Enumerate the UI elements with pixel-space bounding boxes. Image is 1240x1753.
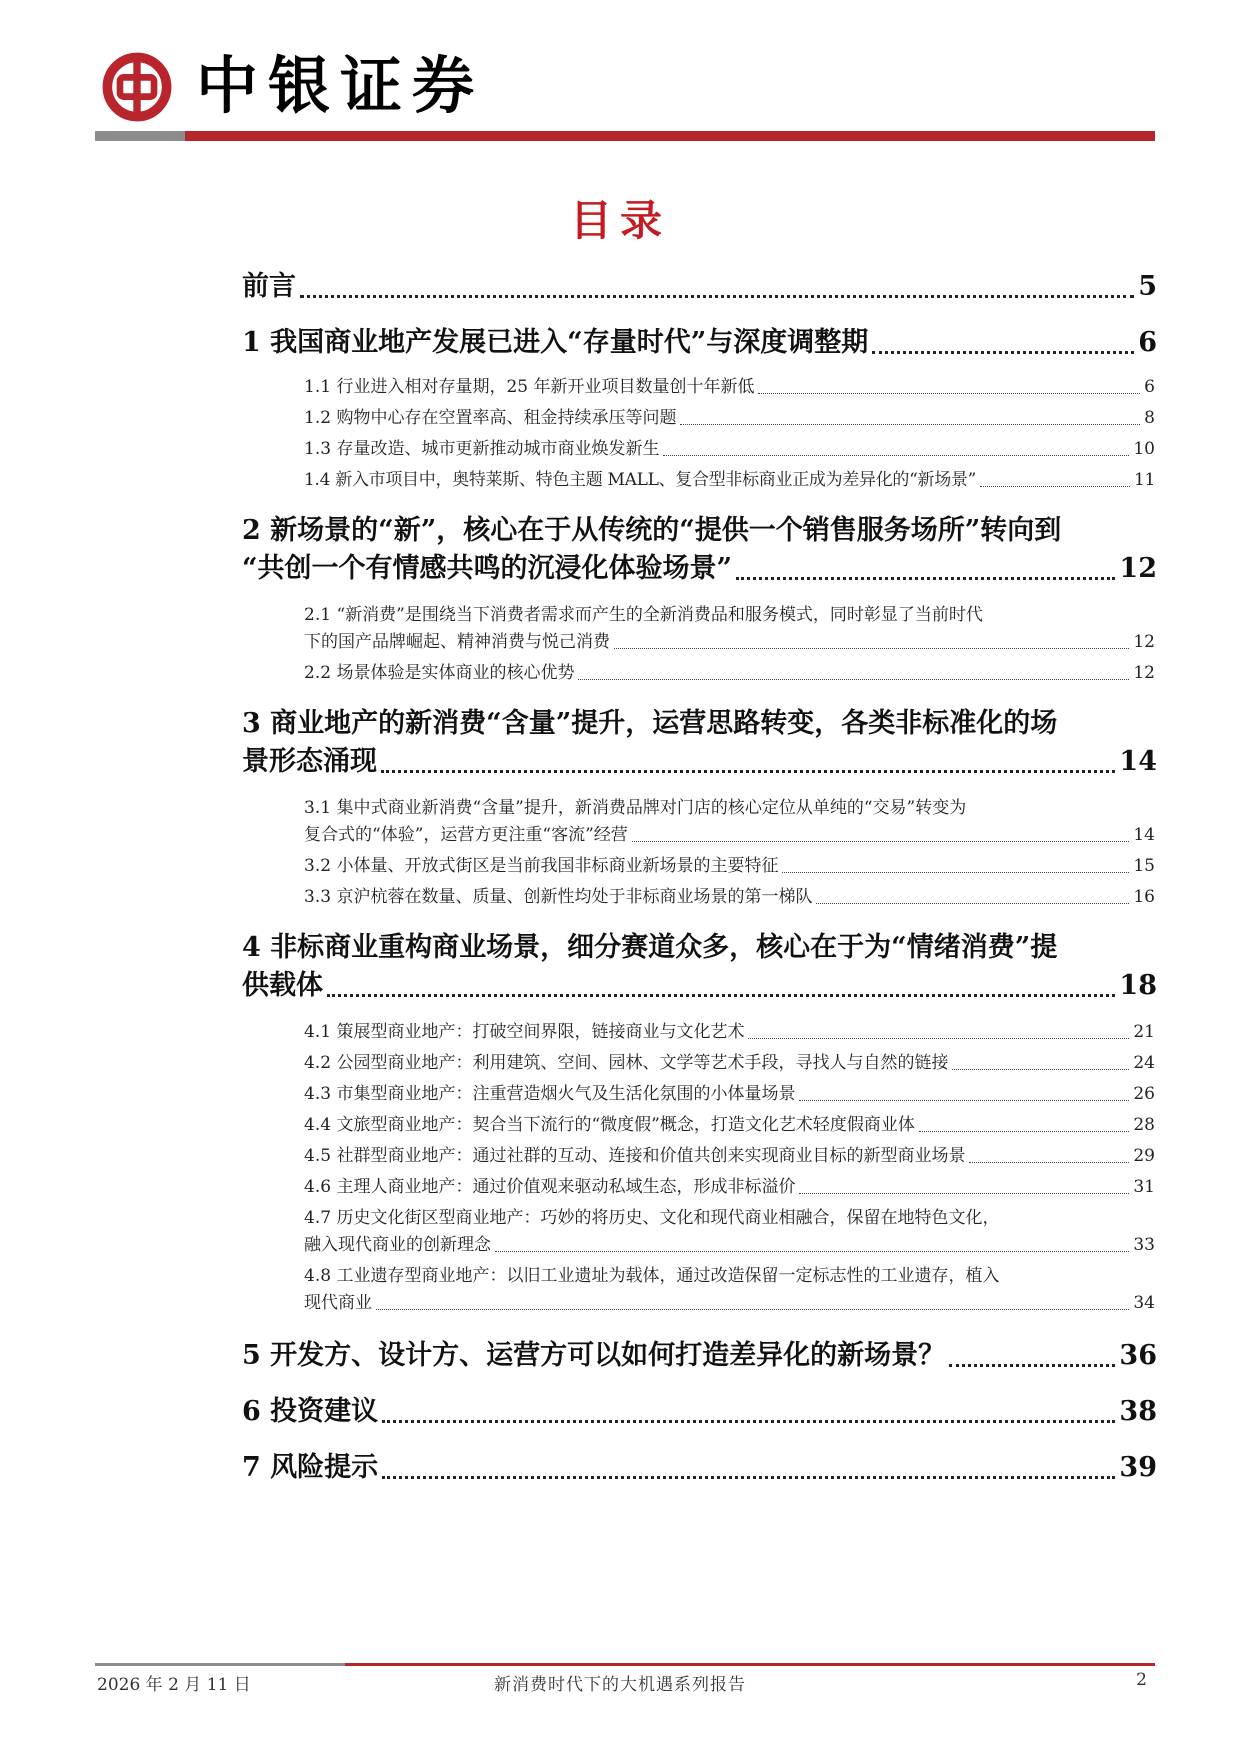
toc-entry-text: 4.3 市集型商业地产：注重营造烟火气及生活化氛围的小体量场景 [304,1084,796,1104]
footer-divider-gray [95,1663,345,1666]
toc-entry-text: 3 商业地产的新消费“含量”提升，运营思路转变，各类非标准化的场 [242,708,1058,739]
toc-entry-4-8[interactable] [242,1263,1157,1317]
toc-page-number: 6 [1144,377,1155,397]
dot-leader [680,424,1140,425]
toc-entry-section-1[interactable] [242,324,1157,362]
toc-page-number: 31 [1133,1177,1155,1197]
toc-entry-1-3[interactable] [242,436,1157,463]
toc-page-number: 28 [1133,1115,1155,1135]
toc-page-number: 8 [1144,408,1155,428]
toc-entry-2-1[interactable] [242,602,1157,656]
toc-entry-text: 4.1 策展型商业地产：打破空间界限，链接商业与文化艺术 [304,1022,745,1042]
toc-entry-4-7[interactable] [242,1205,1157,1259]
toc-entry-text: 1.2 购物中心存在空置率高、租金持续承压等问题 [304,408,677,428]
toc-entry-text-continued: “共创一个有情感共鸣的沉浸化体验场景” [242,553,733,584]
bank-of-china-logo [100,50,174,124]
dot-leader [632,841,1130,842]
toc-entry-text: 4.4 文旅型商业地产：契合当下流行的“微度假”概念，打造文化艺术轻度假商业体 [304,1115,915,1135]
toc-page-number: 5 [1138,271,1157,302]
dot-leader [300,295,1134,298]
dot-leader [969,1162,1129,1163]
toc-page-number: 6 [1138,327,1157,358]
table-of-contents [242,268,1157,1487]
dot-leader [736,577,1115,580]
header-divider-red [185,131,1155,141]
toc-entry-section-7[interactable] [242,1449,1157,1487]
toc-entry-3-1[interactable] [242,795,1157,849]
toc-entry-4-6[interactable] [242,1174,1157,1201]
toc-page-number: 29 [1133,1146,1155,1166]
toc-entry-preface[interactable] [242,268,1157,306]
toc-entry-text: 4.5 社群型商业地产：通过社群的互动、连接和价值共创来实现商业目标的新型商业场景 [304,1146,966,1166]
toc-entry-1-2[interactable] [242,405,1157,432]
toc-page-number: 38 [1119,1396,1157,1427]
dot-leader [816,903,1129,904]
dot-leader [578,679,1129,680]
toc-entry-text: 7 风险提示 [242,1452,379,1483]
dot-leader [872,351,1134,354]
toc-page-number: 15 [1133,856,1155,876]
footer-page-number: 2 [1136,1670,1147,1690]
toc-page-number: 14 [1133,825,1155,845]
toc-entry-text: 2 新场景的“新”，核心在于从传统的“提供一个销售服务场所”转向到 [242,515,1062,546]
toc-entry-section-2[interactable] [242,512,1157,588]
toc-entry-text: 3.3 京沪杭蓉在数量、质量、创新性均处于非标商业场景的第一梯队 [304,887,813,907]
toc-page-number: 10 [1133,439,1155,459]
toc-page-number: 34 [1133,1293,1155,1313]
toc-entry-text-continued: 复合式的“体验”，运营方更注重“客流”经营 [304,825,628,845]
dot-leader [382,1420,1115,1423]
toc-page-number: 21 [1133,1022,1155,1042]
dot-leader [758,393,1140,394]
toc-entry-text: 4.8 工业遗存型商业地产：以旧工业遗址为载体，通过改造保留一定标志性的工业遗存，植入 [304,1266,1000,1286]
toc-page-number: 16 [1133,887,1155,907]
toc-entry-text: 4.2 公园型商业地产：利用建筑、空间、园林、文学等艺术手段，寻找人与自然的链接 [304,1053,949,1073]
footer-divider-red [345,1663,1155,1666]
toc-page-number: 14 [1119,746,1157,777]
toc-entry-3-2[interactable] [242,853,1157,880]
toc-entry-4-2[interactable] [242,1050,1157,1077]
toc-entry-text: 1 我国商业地产发展已进入“存量时代”与深度调整期 [242,327,869,358]
brand-name: 中银证券 [196,49,485,122]
toc-entry-text-continued: 下的国产品牌崛起、精神消费与悦己消费 [304,632,610,652]
toc-entry-text-continued: 融入现代商业的创新理念 [304,1235,491,1255]
toc-entry-text-continued: 现代商业 [304,1293,372,1313]
toc-entry-section-4[interactable] [242,929,1157,1005]
dot-leader [748,1038,1129,1039]
toc-entry-text: 6 投资建议 [242,1396,379,1427]
toc-entry-section-5[interactable] [242,1337,1157,1375]
dot-leader [376,1309,1129,1310]
toc-entry-1-1[interactable] [242,374,1157,401]
toc-page-number: 11 [1133,470,1155,490]
toc-page-number: 26 [1133,1084,1155,1104]
toc-entry-text: 2.2 场景体验是实体商业的核心优势 [304,663,575,683]
dot-leader [663,455,1129,456]
toc-title: 目录 [569,196,670,245]
toc-entry-2-2[interactable] [242,660,1157,687]
dot-leader [799,1193,1129,1194]
toc-entry-text: 4.7 历史文化街区型商业地产：巧妙的将历史、文化和现代商业相融合，保留在地特色文化， [304,1208,1000,1228]
dot-leader [799,1100,1129,1101]
dot-leader [919,1131,1130,1132]
toc-entry-text-continued: 供载体 [242,970,323,1001]
toc-entry-3-3[interactable] [242,884,1157,911]
toc-entry-section-3[interactable] [242,705,1157,781]
toc-entry-text: 4.6 主理人商业地产：通过价值观来驱动私域生态，形成非标溢价 [304,1177,796,1197]
toc-entry-text: 4 非标商业重构商业场景，细分赛道众多，核心在于为“情绪消费”提 [242,932,1058,963]
dot-leader [327,994,1115,997]
toc-page-number: 24 [1133,1053,1155,1073]
toc-entry-text: 1.1 行业进入相对存量期，25 年新开业项目数量创十年新低 [304,377,755,397]
toc-entry-text: 3.1 集中式商业新消费“含量”提升，新消费品牌对门店的核心定位从单纯的“交易”转变为 [304,798,967,818]
toc-entry-text: 3.2 小体量、开放式街区是当前我国非标商业新场景的主要特征 [304,856,779,876]
dot-leader [782,872,1129,873]
toc-page-number: 36 [1119,1340,1157,1371]
footer-date: 2026 年 2 月 11 日 [97,1675,251,1695]
dot-leader [980,486,1130,487]
toc-page-number: 12 [1119,553,1157,584]
toc-entry-4-4[interactable] [242,1112,1157,1139]
toc-entry-section-6[interactable] [242,1393,1157,1431]
toc-page-number: 12 [1133,632,1155,652]
toc-entry-text-continued: 景形态涌现 [242,746,377,777]
dot-leader [949,1364,1115,1367]
toc-entry-4-5[interactable] [242,1143,1157,1170]
toc-entry-text: 5 开发方、设计方、运营方可以如何打造差异化的新场景？ [242,1340,946,1371]
dot-leader [614,648,1129,649]
toc-page-number: 18 [1119,970,1157,1001]
dot-leader [381,770,1115,773]
dot-leader [952,1069,1129,1070]
toc-page-number: 12 [1133,663,1155,683]
header-divider-gray [95,131,185,141]
toc-entry-1-4[interactable] [242,467,1157,494]
toc-page-number: 33 [1133,1235,1155,1255]
toc-entry-4-1[interactable] [242,1019,1157,1046]
toc-entry-4-3[interactable] [242,1081,1157,1108]
toc-entry-text: 2.1 “新消费”是围绕当下消费者需求而产生的全新消费品和服务模式，同时彰显了当前时代 [304,605,983,625]
toc-entry-text: 1.4 新入市项目中，奥特莱斯、特色主题 MALL、复合型非标商业正成为差异化的“新场景” [304,470,976,490]
dot-leader [382,1476,1115,1479]
toc-page-number: 39 [1119,1452,1157,1483]
toc-entry-text: 前言 [242,271,296,302]
dot-leader [495,1251,1129,1252]
footer-report-title: 新消费时代下的大机遇系列报告 [494,1675,746,1695]
toc-entry-text: 1.3 存量改造、城市更新推动城市商业焕发新生 [304,439,660,459]
